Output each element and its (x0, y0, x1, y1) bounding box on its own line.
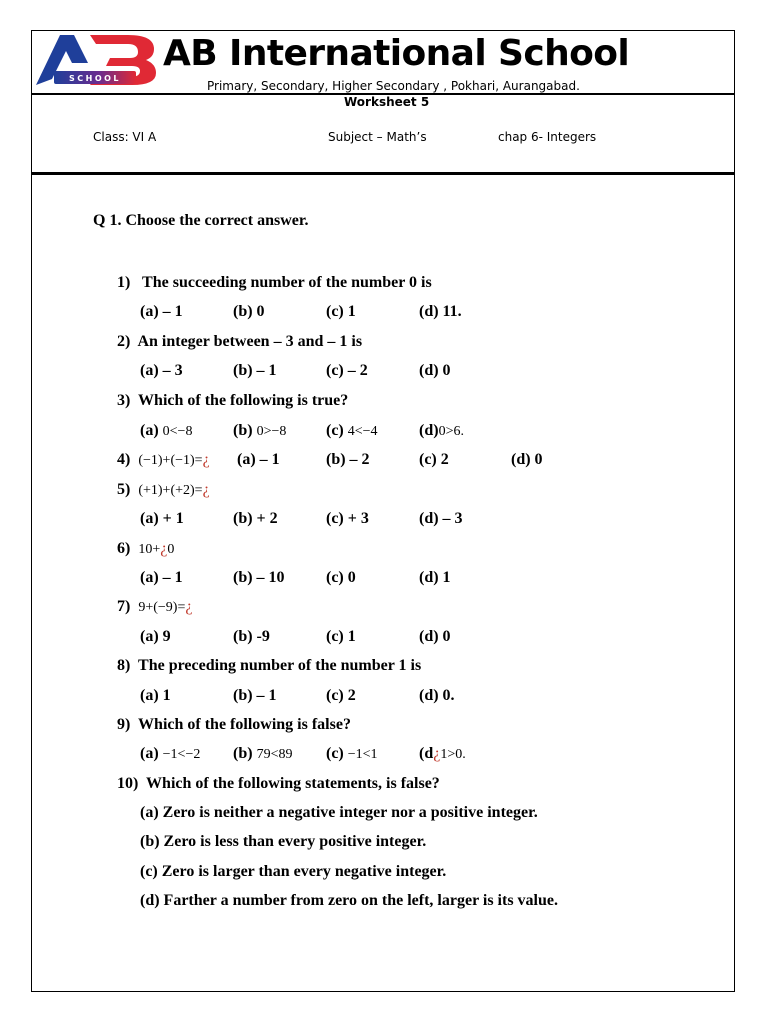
question-mark-glyph: ¿ (185, 598, 193, 615)
option-a: (a) 1 (140, 687, 171, 704)
question-10 (117, 775, 440, 793)
question-text: Which of the following is false? (138, 716, 351, 733)
option-expression: −1<1 (347, 747, 378, 762)
option-c: (c) 1 (326, 303, 356, 320)
question-number: 10) (117, 775, 139, 792)
option-expression: 1>0. (440, 747, 466, 762)
question-text: Which of the following statements, is false? (146, 775, 440, 792)
option-d: (d) – 3 (419, 510, 463, 527)
question-number: 9) (117, 716, 131, 733)
question-number: 2) (117, 333, 131, 350)
question-number: 1) (117, 274, 131, 291)
question-3 (117, 392, 348, 410)
option-a: (a) – 1 (140, 303, 183, 320)
option-b: (b) 0>−8 (233, 422, 287, 439)
worksheet-number: Worksheet 5 (344, 95, 430, 109)
question-number: 8) (117, 657, 131, 674)
option-b: (b) 79<89 (233, 745, 293, 762)
question-5 (117, 481, 210, 499)
school-address: Primary, Secondary, Higher Secondary , Pokhari, Aurangabad. (207, 79, 580, 93)
option-c: (c) 4<−4 (326, 422, 378, 439)
question-mark-glyph: ¿ (433, 745, 441, 762)
question-text: An integer between – 3 and – 1 is (137, 333, 363, 350)
school-logo (36, 33, 158, 87)
option-b: (b) – 10 (233, 569, 285, 586)
option-c: (c) Zero is larger than every negative integer. (140, 863, 447, 880)
question-text: The succeeding number of the number 0 is (142, 274, 432, 291)
question-6 (117, 540, 174, 558)
school-name: AB International School (163, 33, 630, 74)
question-8 (117, 657, 421, 675)
option-b: (b) Zero is less than every positive integer. (140, 833, 427, 850)
subject-label: Subject – Math’s (328, 130, 427, 144)
question-expression: 0 (167, 542, 175, 557)
option-c: (c) – 2 (326, 362, 368, 379)
option-c: (c) 2 (419, 451, 449, 468)
question-4 (117, 451, 210, 469)
option-d: (d) 0. (419, 687, 455, 704)
option-d: (d) 0 (419, 628, 451, 645)
option-b: (b) 0 (233, 303, 265, 320)
worksheet-page (31, 30, 735, 992)
option-d: (d¿1>0. (419, 745, 466, 762)
question-2 (117, 333, 362, 351)
question-expression: 10+ (138, 542, 161, 557)
question-1 (117, 274, 432, 292)
option-expression: 0<−8 (162, 424, 193, 439)
question-expression: 9+(−9)= (138, 600, 186, 615)
question-text: The preceding number of the number 1 is (138, 657, 422, 674)
option-a: (a) 0<−8 (140, 422, 193, 439)
option-a: (a) – 1 (237, 451, 280, 468)
option-c: (c) 0 (326, 569, 356, 586)
question-mark-glyph: ¿ (160, 540, 168, 557)
option-expression: 4<−4 (347, 424, 378, 439)
option-b: (b) + 2 (233, 510, 278, 527)
question-expression: (−1)+(−1)= (138, 453, 203, 468)
option-d: (d) 11. (419, 303, 462, 320)
question-mark-glyph: ¿ (202, 481, 210, 498)
option-c: (c) 2 (326, 687, 356, 704)
option-d: (d) 1 (419, 569, 451, 586)
option-c: (c) −1<1 (326, 745, 378, 762)
option-a: (a) – 1 (140, 569, 183, 586)
option-expression: 0>6. (438, 424, 464, 439)
question-expression: (+1)+(+2)= (138, 483, 203, 498)
question-number: 6) (117, 540, 131, 557)
option-d: (d)0>6. (419, 422, 464, 439)
option-expression: 0>−8 (256, 424, 287, 439)
option-b: (b) – 1 (233, 362, 277, 379)
option-b: (b) -9 (233, 628, 270, 645)
question-number: 5) (117, 481, 131, 498)
option-d: (d) 0 (511, 451, 543, 468)
option-a: (a) Zero is neither a negative integer nor a positive integer. (140, 804, 538, 821)
option-c: (c) + 3 (326, 510, 369, 527)
question-7 (117, 598, 192, 616)
question-number: 3) (117, 392, 131, 409)
info-divider (32, 172, 734, 175)
question-number: 4) (117, 451, 131, 468)
question-9 (117, 716, 351, 734)
option-d: (d) Farther a number from zero on the left, larger is its value. (140, 892, 558, 909)
option-d: (d) 0 (419, 362, 451, 379)
class-label: Class: VI A (93, 130, 157, 144)
question-mark-glyph: ¿ (202, 451, 210, 468)
question-number: 7) (117, 598, 131, 615)
option-expression: −1<−2 (162, 747, 201, 762)
question-text: Which of the following is true? (138, 392, 349, 409)
option-a: (a) 9 (140, 628, 171, 645)
chapter-label: chap 6- Integers (498, 130, 597, 144)
section-title: Q 1. Choose the correct answer. (93, 212, 309, 229)
option-b: (b) – 2 (326, 451, 370, 468)
option-a: (a) + 1 (140, 510, 184, 527)
option-expression: 79<89 (256, 747, 293, 762)
option-b: (b) – 1 (233, 687, 277, 704)
option-a: (a) – 3 (140, 362, 183, 379)
logo-text: SCHOOL (68, 74, 122, 83)
option-a: (a) −1<−2 (140, 745, 201, 762)
option-c: (c) 1 (326, 628, 356, 645)
